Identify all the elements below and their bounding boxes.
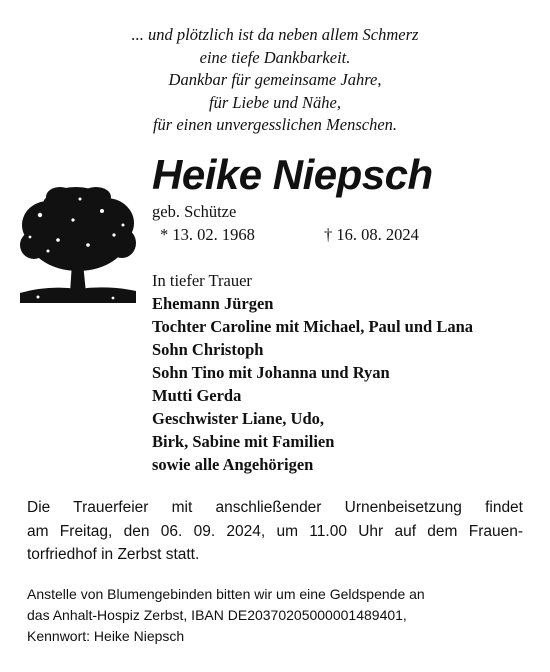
poem-line: für Liebe und Nähe, — [209, 92, 341, 112]
poem-line: für einen unvergesslichen Menschen. — [152, 115, 398, 134]
donation-line: Anstelle von Blumengebinden bitten wir um eine Geldspende an — [27, 586, 425, 602]
mourner-entry: Birk, Sabine mit Familien — [152, 432, 335, 451]
mourners-list — [152, 269, 473, 476]
mourner-entry: Mutti Gerda — [152, 386, 242, 405]
mourner-entry: Sohn Christoph — [152, 340, 264, 359]
service-line: torfriedhof in Zerbst statt. — [27, 546, 200, 563]
donation-line: Kennwort: Heike Niepsch — [27, 628, 185, 644]
poem-line: eine tiefe Dankbarkeit. — [199, 47, 351, 67]
poem — [0, 24, 550, 137]
birth-date: * 13. 02. 1968 — [160, 225, 255, 244]
donation-info — [27, 584, 523, 647]
mourner-entry: Ehemann Jürgen — [152, 294, 274, 313]
mourner-entry: Geschwister Liane, Udo, — [152, 409, 325, 428]
deceased-name: Heike Niepsch — [152, 151, 433, 198]
death-date: † 16. 08. 2024 — [324, 225, 419, 244]
mourners-intro: In tiefer Trauer — [152, 271, 252, 290]
mourner-entry: Sohn Tino mit Johanna und Ryan — [152, 363, 390, 382]
service-line: am Freitag, den 06. 09. 2024, um 11.00 Uhr auf dem Frauen- — [27, 522, 523, 540]
donation-line: das Anhalt-Hospiz Zerbst, IBAN DE20370205000001489401, — [27, 607, 407, 623]
poem-line: ... und plötzlich ist da neben allem Schmerz — [131, 25, 419, 44]
poem-line: Dankbar für gemeinsame Jahre, — [168, 70, 382, 89]
service-line: Die Trauerfeier mit anschließender Urnenbeisetzung findet — [27, 499, 523, 516]
tree-icon — [18, 185, 138, 307]
mourner-entry: sowie alle Angehörigen — [152, 455, 314, 474]
funeral-service-info — [27, 496, 523, 567]
maiden-name: geb. Schütze — [152, 202, 237, 221]
mourner-entry: Tochter Caroline mit Michael, Paul und Lana — [152, 317, 474, 336]
